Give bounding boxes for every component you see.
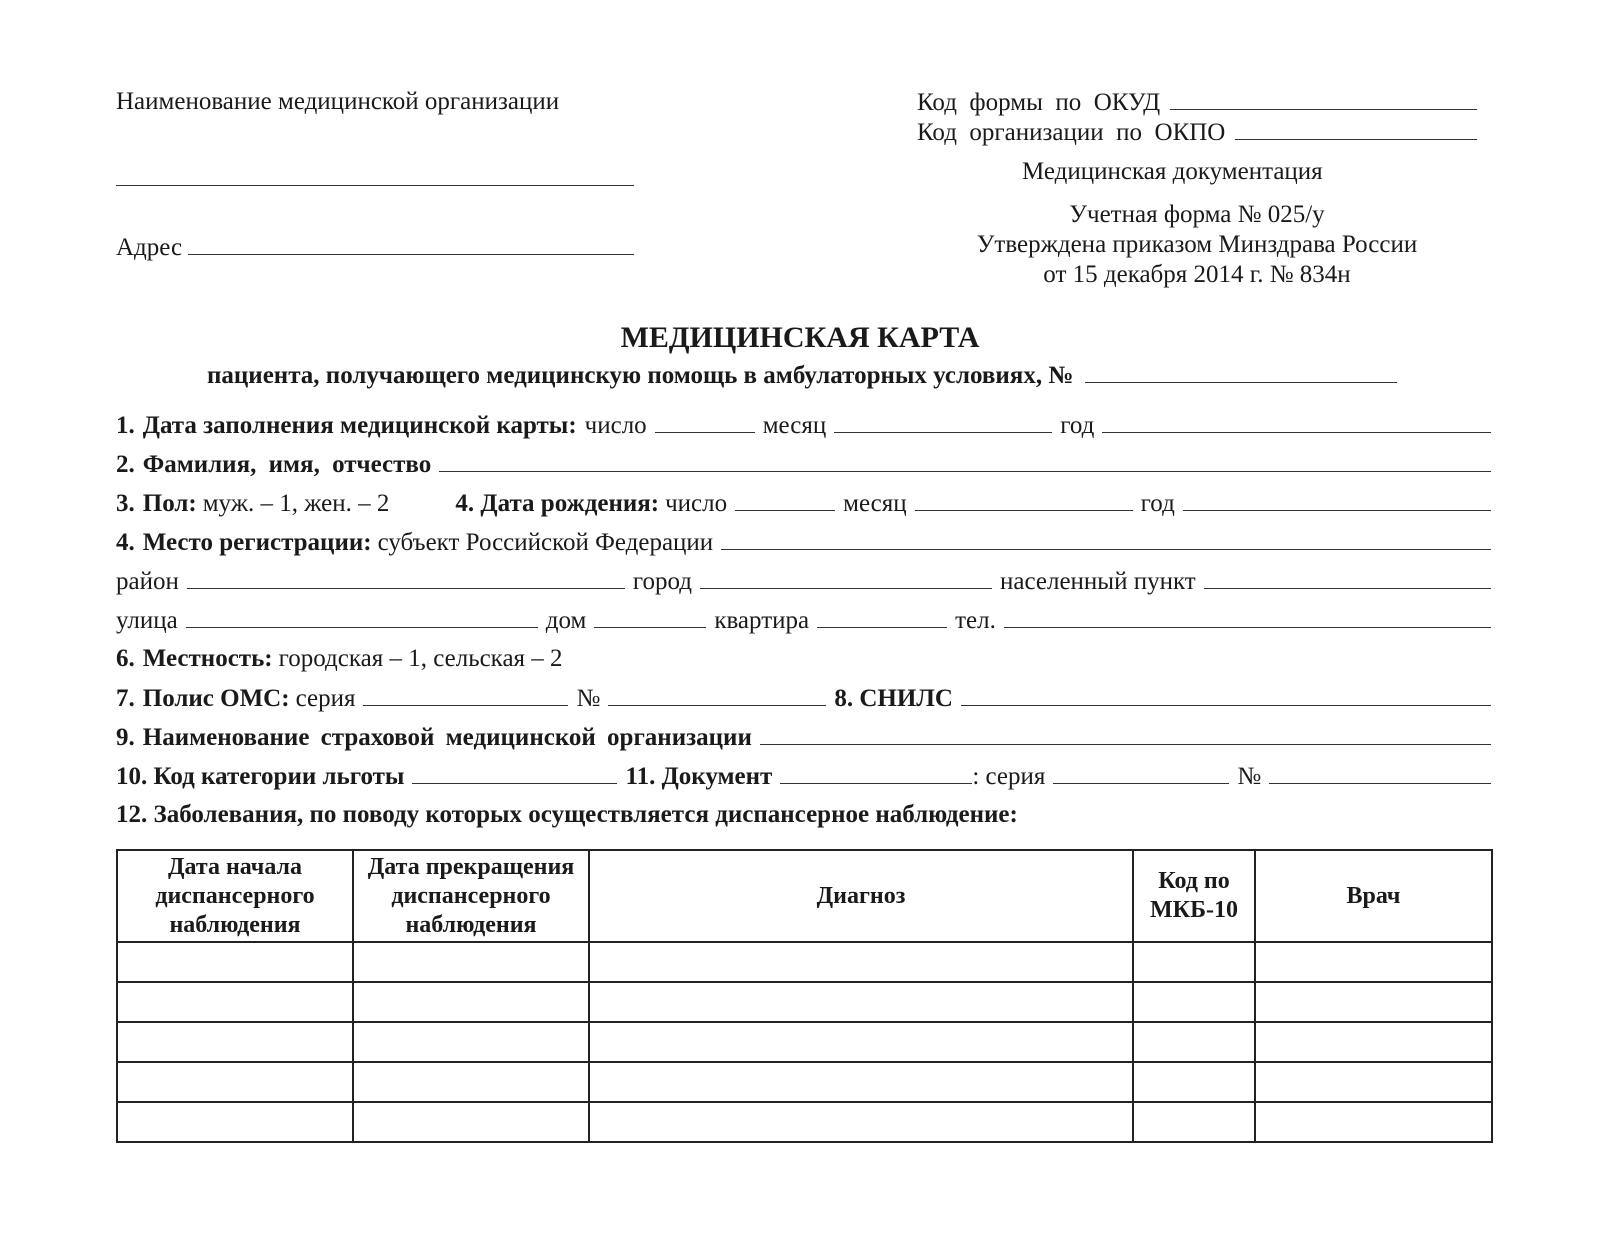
field-10-label: 10. Код категории льготы	[116, 763, 405, 790]
apartment-line[interactable]	[817, 605, 947, 628]
oms-series-line[interactable]	[363, 683, 568, 706]
table-cell[interactable]	[1255, 982, 1492, 1022]
approved-by: Утверждена приказом Минздрава России	[976, 231, 1418, 258]
field-6	[116, 644, 1491, 674]
phone-line[interactable]	[1004, 605, 1491, 628]
field-1-month-label: месяц	[762, 412, 827, 439]
insurer-line[interactable]	[760, 722, 1491, 745]
field-10	[116, 761, 1491, 792]
field-6-label: Местность:	[142, 645, 273, 672]
table-cell[interactable]	[1133, 982, 1255, 1022]
form-number: Учетная форма № 025/у	[1069, 201, 1325, 228]
field-1-month-line[interactable]	[834, 410, 1052, 433]
dispensary-table	[116, 849, 1493, 1143]
col-diagnosis: Диагноз	[589, 850, 1133, 942]
table-cell[interactable]	[353, 1102, 589, 1142]
field-6-num: 6.	[116, 645, 135, 672]
table-cell[interactable]	[117, 1062, 353, 1102]
table-cell[interactable]	[589, 1102, 1133, 1142]
field-3-label: Пол:	[142, 490, 197, 517]
table-cell[interactable]	[1133, 1102, 1255, 1142]
field-3-num: 3.	[116, 490, 135, 517]
table-cell[interactable]	[589, 982, 1133, 1022]
col-start-date: Дата начала диспансерного наблюдения	[117, 850, 353, 942]
field-12	[116, 800, 1491, 830]
field-1-label: Дата заполнения медицинской карты:	[142, 412, 577, 439]
address-line[interactable]	[188, 232, 634, 255]
okpo-field	[917, 117, 1477, 148]
approved-date: от 15 декабря 2014 г. № 834н	[1043, 261, 1351, 288]
field-4b-month-line[interactable]	[915, 488, 1133, 511]
address-field	[116, 232, 634, 263]
table-cell[interactable]	[353, 982, 589, 1022]
field-7-no-label: №	[576, 685, 601, 712]
field-7-series-label: серия	[295, 685, 356, 712]
house-line[interactable]	[594, 605, 706, 628]
field-4b-day-line[interactable]	[735, 488, 835, 511]
col-icd10: Код по МКБ-10	[1133, 850, 1255, 942]
table-row	[117, 942, 1492, 982]
field-12-label: 12. Заболевания, по поводу которых осуществляется диспансерное наблюдение:	[116, 801, 1018, 828]
table-cell[interactable]	[589, 942, 1133, 982]
field-4b-label: 4. Дата рождения:	[455, 490, 660, 517]
field-1-day-label: число	[584, 412, 647, 439]
street-label: улица	[116, 607, 178, 634]
document-number-line[interactable]	[1269, 761, 1491, 784]
field-3-values: муж. – 1, жен. – 2	[202, 490, 390, 517]
okpo-label: Код организации по ОКПО	[917, 119, 1226, 146]
field-11-label: 11. Документ	[625, 763, 773, 790]
address-row-1	[116, 566, 1491, 597]
doc-type: Медицинская документация	[1022, 158, 1323, 185]
field-4-num: 4.	[116, 529, 135, 556]
street-line[interactable]	[186, 605, 538, 628]
field-1-year-label: год	[1060, 412, 1095, 439]
oms-number-line[interactable]	[608, 683, 826, 706]
card-number-field	[207, 360, 1397, 391]
field-7	[116, 683, 1491, 714]
benefit-code-line[interactable]	[412, 761, 617, 784]
city-line[interactable]	[700, 566, 992, 589]
field-11-no-label: №	[1237, 763, 1262, 790]
field-1-year-line[interactable]	[1102, 410, 1491, 433]
page-subtitle: пациента, получающего медицинскую помощь в амбулаторных условиях, №	[207, 362, 1074, 389]
field-3	[116, 488, 1491, 519]
field-1-num: 1.	[116, 412, 135, 439]
field-7-num: 7.	[116, 685, 135, 712]
table-row	[117, 1062, 1492, 1102]
apartment-label: квартира	[714, 607, 810, 634]
table-row	[117, 982, 1492, 1022]
document-line[interactable]	[780, 761, 972, 784]
table-cell[interactable]	[589, 1062, 1133, 1102]
table-cell[interactable]	[353, 942, 589, 982]
table-cell[interactable]	[1255, 942, 1492, 982]
table-cell[interactable]	[353, 1022, 589, 1062]
field-1	[116, 410, 1491, 441]
field-4	[116, 527, 1491, 558]
address-row-2	[116, 605, 1491, 636]
fullname-line[interactable]	[439, 449, 1491, 472]
okud-label: Код формы по ОКУД	[917, 89, 1161, 116]
okud-line[interactable]	[1170, 87, 1477, 110]
table-row	[117, 1102, 1492, 1142]
table-cell[interactable]	[117, 1102, 353, 1142]
org-name-label: Наименование медицинской организации	[116, 88, 560, 115]
field-4b-year-line[interactable]	[1183, 488, 1491, 511]
col-end-date: Дата прекращения диспансерного наблюдения	[353, 850, 589, 942]
field-2-num: 2.	[116, 451, 135, 478]
field-2-label: Фамилия, имя, отчество	[142, 451, 432, 478]
city-label: город	[632, 568, 692, 595]
district-line[interactable]	[187, 566, 625, 589]
field-9-label: Наименование страховой медицинской организации	[142, 724, 752, 751]
field-4-label: Место регистрации:	[142, 529, 372, 556]
table-cell[interactable]	[1255, 1062, 1492, 1102]
table-cell[interactable]	[589, 1022, 1133, 1062]
house-label: дом	[545, 607, 587, 634]
okud-field	[917, 87, 1477, 118]
field-1-day-line[interactable]	[655, 410, 755, 433]
address-label: Адрес	[116, 234, 183, 261]
field-4b-month-label: месяц	[843, 490, 907, 517]
table-header-row	[117, 850, 1492, 942]
field-7-label: Полис ОМС:	[142, 685, 290, 712]
okpo-line[interactable]	[1235, 117, 1477, 140]
district-label: район	[116, 568, 179, 595]
field-11-series-label: : серия	[972, 763, 1046, 790]
field-8-label: 8. СНИЛС	[834, 685, 953, 712]
table-cell[interactable]	[117, 982, 353, 1022]
field-2	[116, 449, 1491, 480]
table-cell[interactable]	[1133, 1062, 1255, 1102]
org-name-line[interactable]	[116, 185, 634, 186]
field-4-subject-label: субъект Российской Федерации	[377, 529, 714, 556]
table-cell[interactable]	[117, 942, 353, 982]
table-cell[interactable]	[117, 1022, 353, 1062]
table-cell[interactable]	[1255, 1102, 1492, 1142]
field-4b-day-label: число	[665, 490, 728, 517]
field-4b-year-label: год	[1140, 490, 1175, 517]
field-9-num: 9.	[116, 724, 135, 751]
card-number-line[interactable]	[1085, 360, 1397, 383]
phone-label: тел.	[955, 607, 996, 634]
table-cell[interactable]	[1133, 1022, 1255, 1062]
document-series-line[interactable]	[1053, 761, 1229, 784]
field-9	[116, 722, 1491, 753]
field-6-values: городская – 1, сельская – 2	[278, 645, 563, 672]
table-cell[interactable]	[1255, 1022, 1492, 1062]
table-cell[interactable]	[353, 1062, 589, 1102]
page-title: МЕДИЦИНСКАЯ КАРТА	[620, 321, 980, 354]
settlement-label: населенный пункт	[1000, 568, 1196, 595]
settlement-line[interactable]	[1204, 566, 1491, 589]
table-row	[117, 1022, 1492, 1062]
snils-line[interactable]	[961, 683, 1491, 706]
field-4-subject-line[interactable]	[721, 527, 1491, 550]
table-cell[interactable]	[1133, 942, 1255, 982]
col-doctor: Врач	[1255, 850, 1492, 942]
